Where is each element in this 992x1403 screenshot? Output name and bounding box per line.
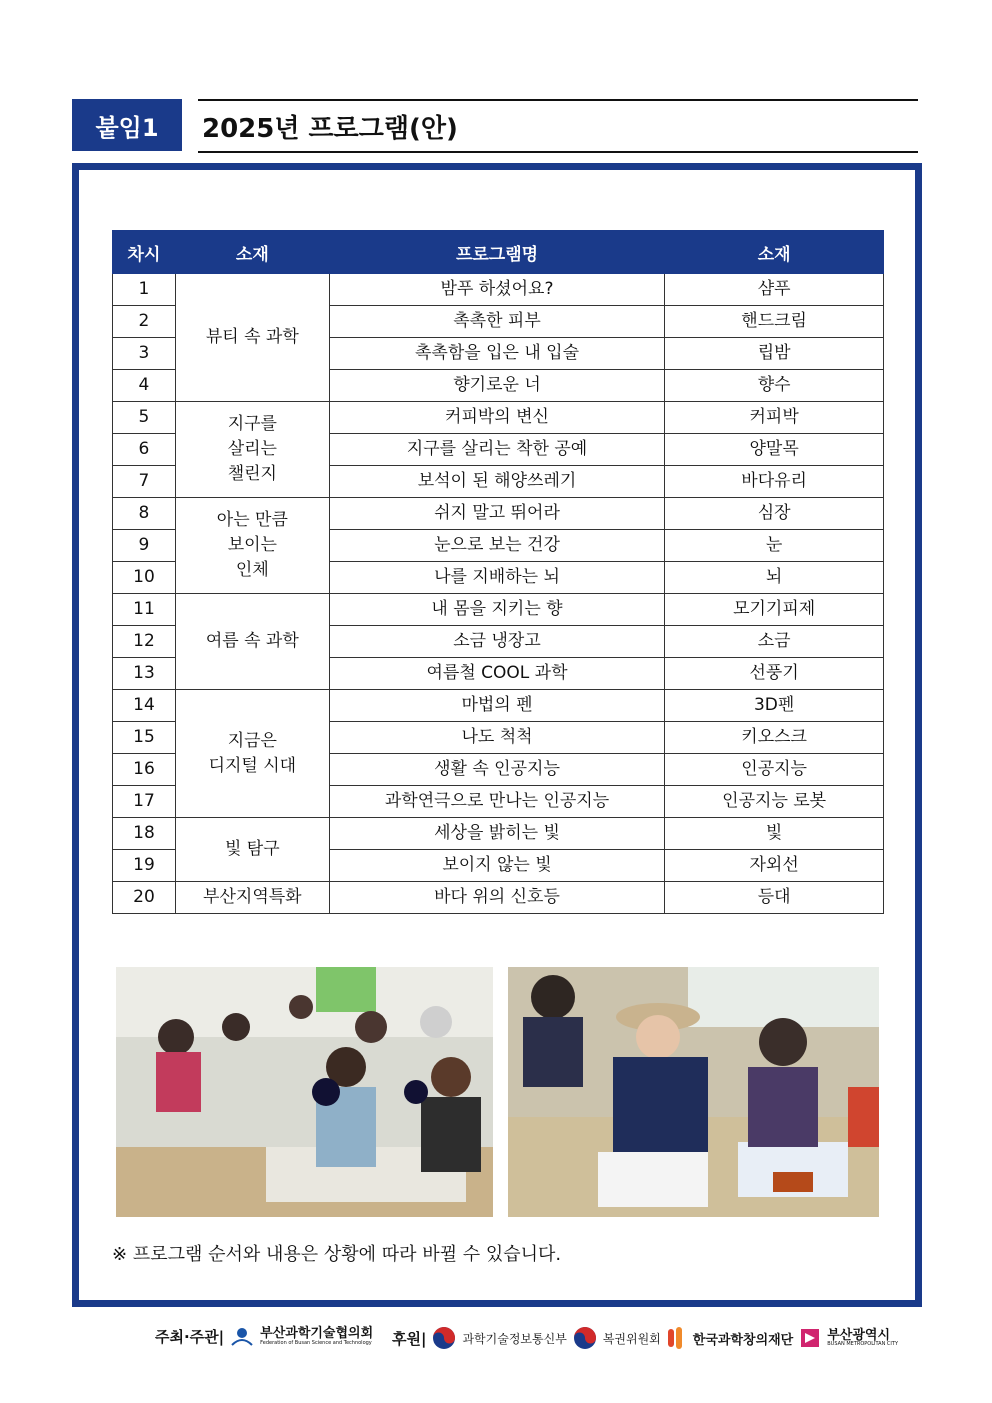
sponsor-lottery: 복권위원회 xyxy=(602,1331,661,1346)
table-body xyxy=(113,274,884,914)
header-program: 프로그램명 xyxy=(329,231,665,274)
photo-area xyxy=(116,967,879,1217)
material-name: 핸드크림 xyxy=(665,306,884,338)
theme-cell: 빛 탐구 xyxy=(175,818,329,882)
material-name: 향수 xyxy=(665,370,884,402)
table-row xyxy=(113,402,884,434)
classroom-photo-2 xyxy=(508,967,879,1217)
host-org-name: 부산과학기술협의회 xyxy=(260,1326,374,1342)
table-row xyxy=(113,498,884,530)
material-name: 모기기피제 xyxy=(665,594,884,626)
table-row xyxy=(113,882,884,914)
material-name: 샴푸 xyxy=(665,274,884,306)
material-name: 키오스크 xyxy=(665,722,884,754)
session-number: 9 xyxy=(113,530,176,562)
header-theme: 소재 xyxy=(175,231,329,274)
material-name: 선풍기 xyxy=(665,658,884,690)
session-number: 18 xyxy=(113,818,176,850)
program-name: 마법의 펜 xyxy=(329,690,665,722)
taegeuk-icon xyxy=(573,1326,597,1350)
material-name: 인공지능 로봇 xyxy=(665,786,884,818)
sponsor-msit: 과학기술정보통신부 xyxy=(462,1331,567,1346)
session-number: 14 xyxy=(113,690,176,722)
session-number: 3 xyxy=(113,338,176,370)
program-name: 지구를 살리는 착한 공예 xyxy=(329,434,665,466)
session-number: 1 xyxy=(113,274,176,306)
program-name: 나도 척척 xyxy=(329,722,665,754)
content-frame xyxy=(72,163,922,1307)
table-header-row xyxy=(113,231,884,274)
session-number: 12 xyxy=(113,626,176,658)
table-row xyxy=(113,274,884,306)
session-number: 5 xyxy=(113,402,176,434)
session-number: 7 xyxy=(113,466,176,498)
session-number: 20 xyxy=(113,882,176,914)
program-name: 커피박의 변신 xyxy=(329,402,665,434)
session-number: 13 xyxy=(113,658,176,690)
table-row xyxy=(113,818,884,850)
session-number: 11 xyxy=(113,594,176,626)
session-number: 2 xyxy=(113,306,176,338)
classroom-photo-2-image xyxy=(508,967,879,1217)
fobst-logo-icon xyxy=(230,1327,254,1347)
material-name: 소금 xyxy=(665,626,884,658)
sponsor-busan: 부산광역시 xyxy=(827,1327,891,1343)
program-name: 향기로운 너 xyxy=(329,370,665,402)
program-name: 눈으로 보는 건강 xyxy=(329,530,665,562)
session-number: 6 xyxy=(113,434,176,466)
theme-cell: 아는 만큼 보이는 인체 xyxy=(175,498,329,594)
material-name: 등대 xyxy=(665,882,884,914)
title-bar xyxy=(198,99,918,153)
program-name: 내 몸을 지키는 향 xyxy=(329,594,665,626)
session-number: 10 xyxy=(113,562,176,594)
material-name: 바다유리 xyxy=(665,466,884,498)
material-name: 커피박 xyxy=(665,402,884,434)
sponsor-kofac: 한국과학창의재단 xyxy=(692,1332,794,1348)
page-title: 2025년 프로그램(안) xyxy=(202,113,458,144)
material-name: 뇌 xyxy=(665,562,884,594)
program-name: 밤푸 하셨어요? xyxy=(329,274,665,306)
header-no: 차시 xyxy=(113,231,176,274)
program-name: 촉촉함을 입은 내 입술 xyxy=(329,338,665,370)
program-name: 소금 냉장고 xyxy=(329,626,665,658)
host-org-text xyxy=(260,1327,373,1346)
busan-text xyxy=(827,1329,898,1348)
host-label: 주최·주관| xyxy=(155,1328,225,1346)
table-row xyxy=(113,690,884,722)
session-number: 17 xyxy=(113,786,176,818)
program-name: 촉촉한 피부 xyxy=(329,306,665,338)
session-number: 16 xyxy=(113,754,176,786)
material-name: 립밤 xyxy=(665,338,884,370)
program-name: 여름철 COOL 과학 xyxy=(329,658,665,690)
busan-logo-icon xyxy=(799,1327,821,1349)
material-name: 인공지능 xyxy=(665,754,884,786)
busan-en: BUSAN METROPOLITAN CITY xyxy=(827,1341,898,1348)
program-name: 생활 속 인공지능 xyxy=(329,754,665,786)
session-number: 19 xyxy=(113,850,176,882)
program-name: 쉬지 말고 뛰어라 xyxy=(329,498,665,530)
classroom-photo-1-image xyxy=(116,967,493,1217)
program-table xyxy=(112,230,884,914)
host-org-en: Federation of Busan Science and Technology xyxy=(260,1339,372,1346)
footer-sponsors xyxy=(0,1318,992,1358)
attachment-tag: 붙임1 xyxy=(72,99,182,151)
header-material: 소재 xyxy=(665,231,884,274)
sponsor-label: 후원| xyxy=(392,1329,427,1348)
material-name: 눈 xyxy=(665,530,884,562)
sponsor-block xyxy=(392,1326,898,1350)
schedule-note: ※ 프로그램 순서와 내용은 상황에 따라 바뀔 수 있습니다. xyxy=(112,1244,562,1265)
program-name: 보이지 않는 빛 xyxy=(329,850,665,882)
classroom-photo-1 xyxy=(116,967,493,1217)
session-number: 4 xyxy=(113,370,176,402)
table-row xyxy=(113,594,884,626)
theme-cell: 지금은 디지털 시대 xyxy=(175,690,329,818)
session-number: 8 xyxy=(113,498,176,530)
page-header xyxy=(72,99,918,151)
material-name: 빛 xyxy=(665,818,884,850)
theme-cell: 여름 속 과학 xyxy=(175,594,329,690)
theme-cell: 뷰티 속 과학 xyxy=(175,274,329,402)
theme-cell: 지구를 살리는 챌린지 xyxy=(175,402,329,498)
program-name: 나를 지배하는 뇌 xyxy=(329,562,665,594)
taegeuk-icon xyxy=(432,1326,456,1350)
program-name: 보석이 된 해양쓰레기 xyxy=(329,466,665,498)
material-name: 양말목 xyxy=(665,434,884,466)
session-number: 15 xyxy=(113,722,176,754)
program-name: 세상을 밝히는 빛 xyxy=(329,818,665,850)
kofac-logo-icon xyxy=(667,1326,687,1350)
material-name: 3D펜 xyxy=(665,690,884,722)
program-name: 과학연극으로 만나는 인공지능 xyxy=(329,786,665,818)
theme-cell: 부산지역특화 xyxy=(175,882,329,914)
program-name: 바다 위의 신호등 xyxy=(329,882,665,914)
material-name: 자외선 xyxy=(665,850,884,882)
host-block xyxy=(155,1326,373,1347)
material-name: 심장 xyxy=(665,498,884,530)
